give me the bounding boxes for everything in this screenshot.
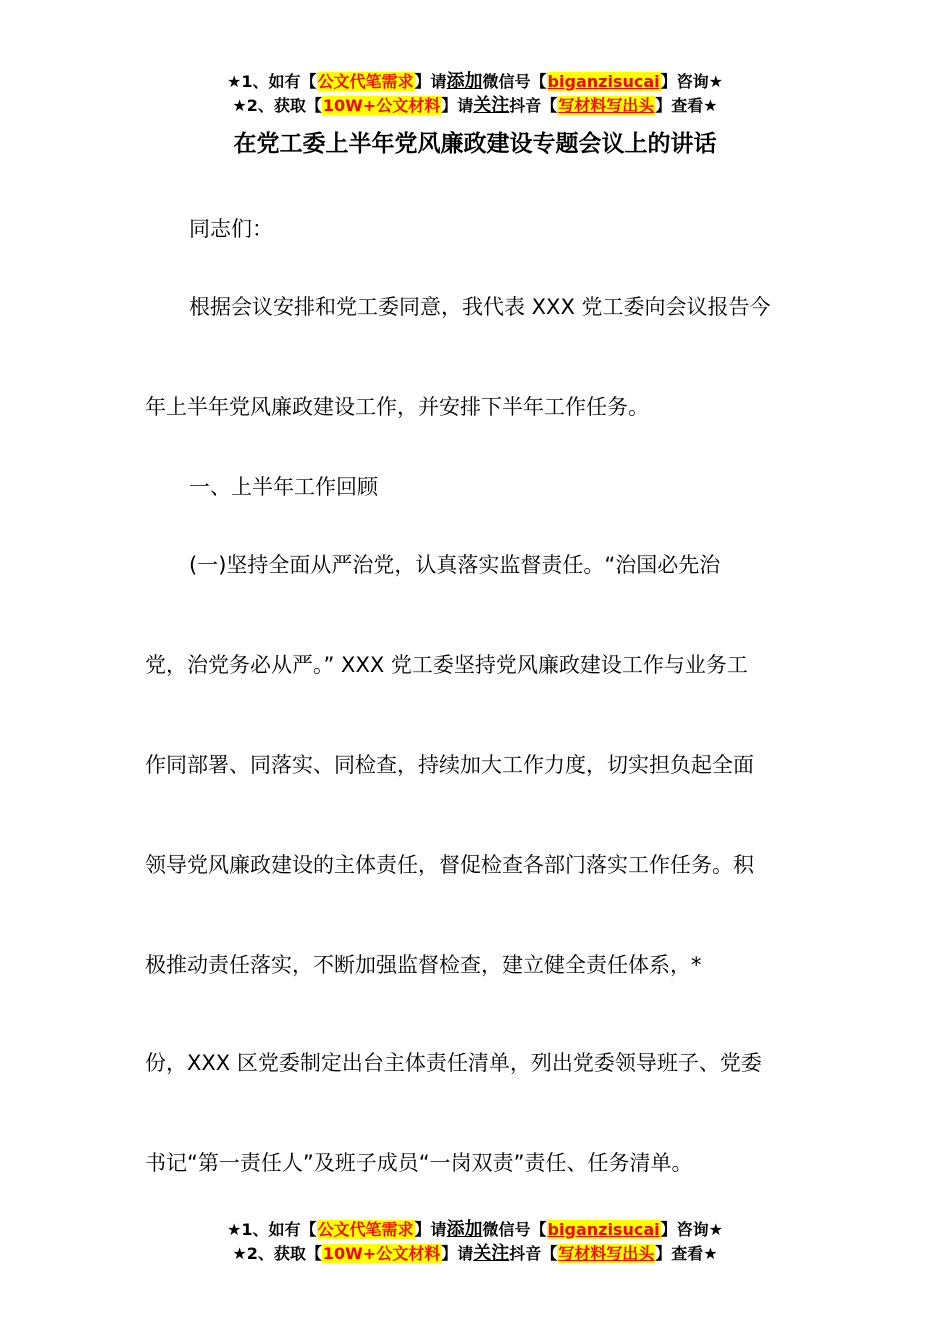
banner-underlined-text: 添加 xyxy=(446,1219,483,1240)
banner-highlight-writing-service: 公文代笔需求 xyxy=(317,72,414,91)
body-line: 领导党风廉政建设的主体责任，督促检查各部门落实工作任务。积 xyxy=(145,853,754,877)
banner-text: 微信号【 xyxy=(482,72,547,91)
subsection-heading: (一)坚持全面从严治党，认真落实监督责任。“治国必先治 xyxy=(189,553,721,577)
banner-underlined-text: 关注 xyxy=(473,95,510,116)
body-line: 党，治党务必从严。” XXX 党工委坚持党风廉政建设工作与业务工 xyxy=(145,653,748,677)
banner-highlight-materials: 10W+公文材料 xyxy=(322,1244,441,1263)
body-line: 极推动责任落实，不断加强监督检查，建立健全责任体系，* xyxy=(145,953,702,977)
banner-douyin-account-link[interactable]: 写材料写出头 xyxy=(558,96,655,115)
document-title: 在党工委上半年党风廉政建设专题会议上的讲话 xyxy=(233,131,717,157)
banner-text: 】请 xyxy=(414,72,447,91)
banner-text: 】查看★ xyxy=(655,1244,718,1263)
bottom-banner-line-2 xyxy=(0,1242,950,1266)
banner-wechat-id-link[interactable]: biganzisucai xyxy=(547,72,660,91)
top-banner-line-2 xyxy=(0,94,950,118)
banner-highlight-writing-service: 公文代笔需求 xyxy=(317,1220,414,1239)
banner-text: 】请 xyxy=(441,96,474,115)
banner-text: 微信号【 xyxy=(482,1220,547,1239)
banner-wechat-id-link[interactable]: biganzisucai xyxy=(547,1220,660,1239)
body-line: 书记“第一责任人”及班子成员“一岗双责”责任、任务清单。 xyxy=(145,1151,693,1175)
banner-text: 】咨询★ xyxy=(660,1220,723,1239)
bottom-banner xyxy=(0,1218,950,1266)
salutation: 同志们： xyxy=(189,217,273,241)
banner-text: 】请 xyxy=(441,1244,474,1263)
body-line: 份，XXX 区党委制定出台主体责任清单，列出党委领导班子、党委 xyxy=(145,1051,762,1075)
banner-highlight-materials: 10W+公文材料 xyxy=(322,96,441,115)
bottom-banner-line-1 xyxy=(0,1218,950,1242)
banner-text: 抖音【 xyxy=(509,1244,558,1263)
body-line: 年上半年党风廉政建设工作，并安排下半年工作任务。 xyxy=(145,395,649,419)
banner-text: 】请 xyxy=(414,1220,447,1239)
top-banner-line-1 xyxy=(0,70,950,94)
banner-douyin-account-link[interactable]: 写材料写出头 xyxy=(558,1244,655,1263)
banner-text: 】咨询★ xyxy=(660,72,723,91)
body-line: 根据会议安排和党工委同意，我代表 XXX 党工委向会议报告今 xyxy=(189,295,771,319)
banner-text: ★1、如有【 xyxy=(227,1220,317,1239)
banner-text: ★2、获取【 xyxy=(232,1244,322,1263)
banner-underlined-text: 添加 xyxy=(446,71,483,92)
section-heading: 一、上半年工作回顾 xyxy=(189,475,378,499)
body-line: 作同部署、同落实、同检查，持续加大工作力度，切实担负起全面 xyxy=(145,753,754,777)
top-banner xyxy=(0,70,950,118)
banner-text: 】查看★ xyxy=(655,96,718,115)
banner-underlined-text: 关注 xyxy=(473,1243,510,1264)
banner-text: ★2、获取【 xyxy=(232,96,322,115)
banner-text: ★1、如有【 xyxy=(227,72,317,91)
banner-text: 抖音【 xyxy=(509,96,558,115)
